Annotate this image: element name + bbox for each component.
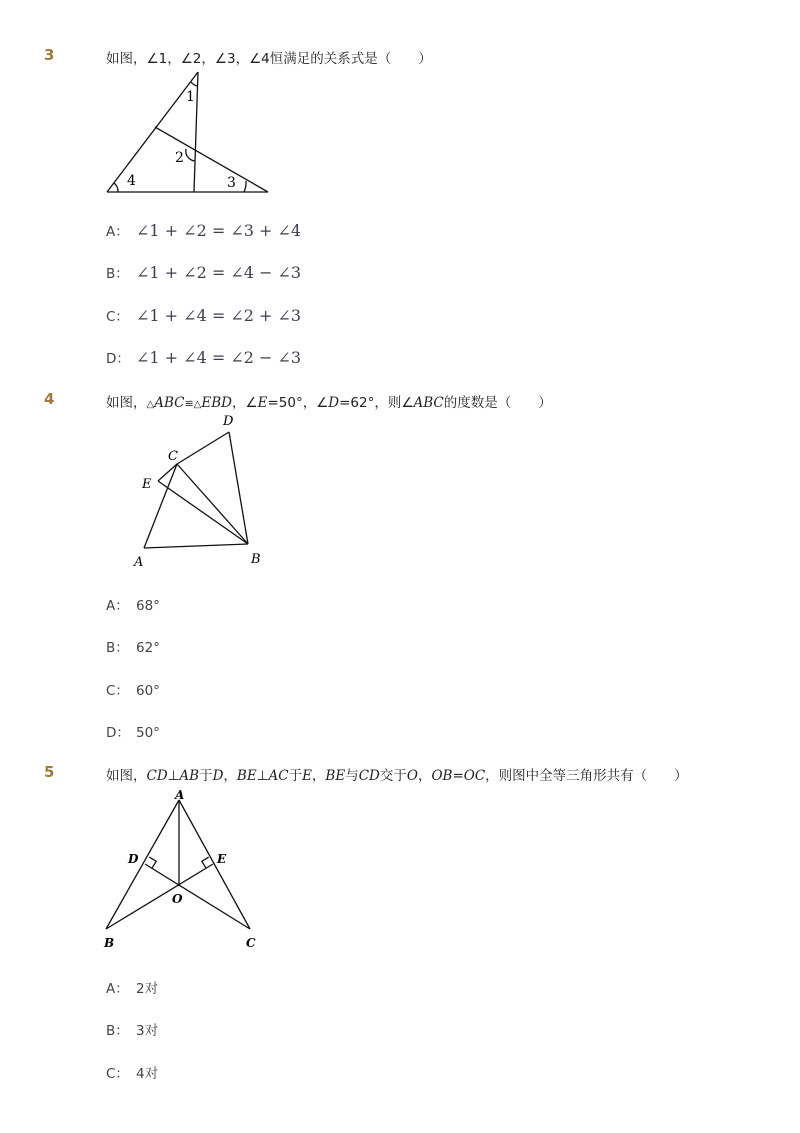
stem-var: O: [406, 768, 418, 784]
point-label-b: B: [104, 936, 115, 950]
stem-text: 如图，: [106, 395, 147, 411]
stem-var: E: [302, 768, 312, 784]
option-b[interactable]: [106, 636, 160, 656]
option-text: 60°: [136, 683, 160, 699]
perp-symbol: ⊥: [256, 768, 269, 784]
stem-text: 于: [199, 768, 213, 784]
stem-text: =: [452, 768, 464, 784]
point-label-o: O: [172, 892, 183, 906]
option-c[interactable]: [106, 679, 160, 699]
stem-var: D: [328, 395, 340, 411]
stem-var: BE: [325, 768, 346, 784]
option-c[interactable]: [106, 305, 301, 325]
congruent-symbol: ≌: [184, 397, 194, 410]
triangle-symbol: △: [146, 399, 155, 410]
angle-label-1: 1: [186, 89, 195, 105]
option-letter: C：: [106, 309, 129, 325]
stem-text: =50°，∠: [267, 395, 329, 411]
point-label-d: D: [223, 414, 234, 429]
option-text: 62°: [136, 640, 160, 656]
stem-text: 如图，: [106, 768, 147, 784]
stem-var: AC: [268, 768, 289, 784]
stem-var: ABC: [413, 395, 444, 411]
option-text: 2对: [136, 981, 159, 997]
stem-text: ，: [311, 768, 326, 784]
stem-var: EBD: [201, 395, 232, 411]
stem-text: 的度数是（ ）: [443, 395, 552, 411]
angle-label-4: 4: [127, 173, 136, 189]
point-label-d: D: [128, 852, 139, 866]
point-label-e: E: [217, 852, 227, 866]
point-label-b: B: [251, 552, 261, 567]
question-stem: 如图，∠1，∠2，∠3，∠4恒满足的关系式是（ ）: [106, 51, 432, 67]
triangle-figure-q3: [100, 64, 275, 199]
question-stem: [106, 764, 688, 784]
question-number: 4: [44, 390, 55, 408]
option-text: 4对: [136, 1066, 159, 1082]
option-text: 68°: [136, 598, 160, 614]
option-letter: B：: [106, 1023, 129, 1039]
stem-var: OB: [431, 768, 453, 784]
stem-var: CD: [358, 768, 380, 784]
stem-text: 交于: [379, 768, 407, 784]
stem-text: ，∠: [231, 395, 258, 411]
option-c[interactable]: [106, 1062, 158, 1082]
angle-label-2: 2: [175, 150, 184, 166]
option-letter: C：: [106, 683, 129, 699]
stem-var: ABC: [154, 395, 185, 411]
stem-text: ，: [223, 768, 237, 784]
point-label-c: C: [246, 936, 256, 950]
option-a[interactable]: [106, 594, 160, 614]
option-b[interactable]: [106, 1019, 158, 1039]
option-text: ∠1 + ∠4 = ∠2 − ∠3: [136, 348, 302, 367]
perp-symbol: ⊥: [167, 768, 180, 784]
stem-var: E: [257, 395, 268, 411]
point-label-a: A: [134, 555, 144, 570]
stem-var: OC: [463, 768, 486, 784]
option-letter: B：: [106, 266, 129, 282]
option-text: 50°: [136, 725, 160, 741]
option-letter: D：: [106, 351, 130, 367]
option-letter: A：: [106, 981, 129, 997]
option-text: ∠1 + ∠4 = ∠2 + ∠3: [136, 306, 302, 325]
option-a[interactable]: [106, 220, 301, 240]
option-text: ∠1 + ∠2 = ∠3 + ∠4: [136, 221, 302, 240]
stem-var: CD: [146, 768, 168, 784]
stem-text: =62°，则∠: [339, 395, 414, 411]
angle-label-3: 3: [227, 175, 236, 191]
option-d[interactable]: [106, 347, 301, 367]
point-label-e: E: [142, 477, 152, 492]
option-letter: A：: [106, 224, 129, 240]
triangle-figure-q4: [130, 408, 270, 573]
option-letter: B：: [106, 640, 129, 656]
point-label-a: A: [175, 788, 185, 802]
option-letter: C：: [106, 1066, 129, 1082]
question-number: 3: [44, 46, 55, 64]
stem-var: AB: [179, 768, 200, 784]
option-letter: D：: [106, 725, 130, 741]
question-number: 5: [44, 763, 55, 781]
stem-var: BE: [236, 768, 257, 784]
stem-text: 与: [345, 768, 359, 784]
option-a[interactable]: [106, 977, 158, 997]
stem-text: ，: [417, 768, 432, 784]
triangle-figure-q5: [98, 784, 268, 954]
point-label-c: C: [168, 449, 178, 464]
stem-text: ，则图中全等三角形共有（ ）: [485, 768, 688, 784]
option-text: 3对: [136, 1023, 159, 1039]
stem-var: D: [212, 768, 224, 784]
stem-text: 于: [288, 768, 303, 784]
option-text: ∠1 + ∠2 = ∠4 − ∠3: [136, 263, 302, 282]
option-letter: A：: [106, 598, 129, 614]
triangle-symbol: △: [193, 399, 202, 410]
option-b[interactable]: [106, 262, 301, 282]
option-d[interactable]: [106, 721, 160, 741]
